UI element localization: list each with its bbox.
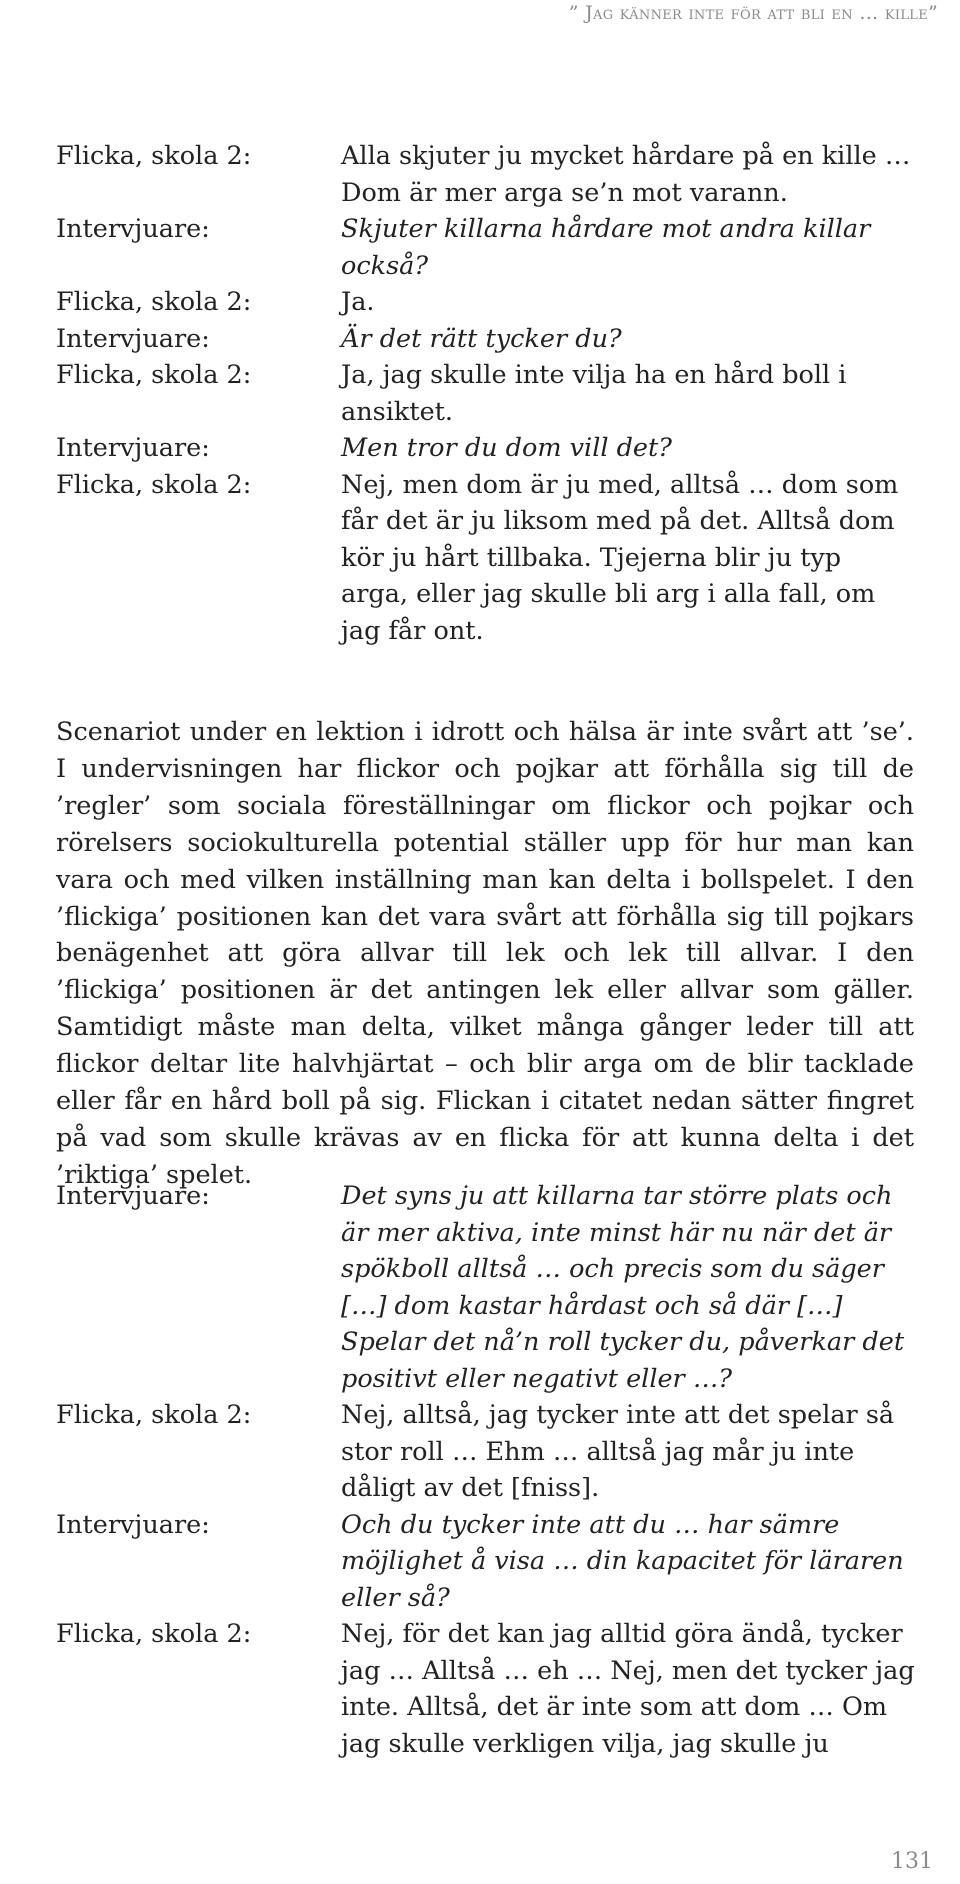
speaker-label: Intervjuare: <box>56 214 210 244</box>
dialogue-turn <box>56 1397 916 1507</box>
body-paragraph: Scenariot under en lektion i idrott och hälsa är inte svårt att ’se’. I undervisningen har flickor och pojkar att förhålla sig till de ’regler’ som sociala föreställningar om flickor och pojkar och rörelsers sociokulturella potential ställer upp för hur man kan vara och med vilken inställning man kan delta i bollspelet. I den ’flickiga’ positionen kan det vara svårt att förhålla sig till pojkars benägenhet att göra allvar till lek och lek till allvar. I den ’flickiga’ positionen är det antingen lek eller allvar som gäller. Samtidigt måste man delta, vilket många gånger leder till att flickor deltar lite halvhjärtat – och blir arga om de blir tacklade eller får en hård boll på sig. Flickan i citatet nedan sätter fingret på vad som skulle krävas av en flicka för att kunna delta i det ’riktiga’ spelet. <box>56 717 914 1190</box>
utterance: Nej, alltså, jag tycker inte att det spelar så stor roll … Ehm … alltså jag mår ju inte dåligt av det [fniss]. <box>341 1400 895 1503</box>
dialogue-turn <box>56 467 916 650</box>
utterance: Men tror du dom vill det? <box>341 433 672 463</box>
speaker-label: Flicka, skola 2: <box>56 469 252 500</box>
utterance: Nej, men dom är ju med, alltså … dom som får det är ju liksom med på det. Alltså dom kör ju hårt tillbaka. Tjejerna blir ju typ arga, eller jag skulle bli arg i alla fall, om jag får ont. <box>341 469 899 646</box>
utterance: Och du tycker inte att du … har sämre möjlighet å visa … din kapacitet för läraren eller så? <box>341 1509 904 1613</box>
dialogue-turn <box>56 357 916 430</box>
running-head: ” Jag känner inte för att bli en … kille” <box>568 2 938 24</box>
dialogue-turn <box>56 321 916 358</box>
utterance: Alla skjuter ju mycket hårdare på en kille … Dom är mer arga se’n mot varann. <box>341 141 911 208</box>
dialogue-turn <box>56 284 916 321</box>
page-number: 131 <box>891 1849 933 1874</box>
speaker-label: Flicka, skola 2: <box>56 141 252 171</box>
utterance: Är det rätt tycker du? <box>341 323 622 354</box>
dialogue-turn <box>56 1616 916 1762</box>
interview-excerpt-1 <box>56 138 916 649</box>
dialogue-turn <box>56 1507 916 1617</box>
utterance: Skjuter killarna hårdare mot andra killar också? <box>341 214 871 281</box>
speaker-label: Intervjuare: <box>56 1181 210 1211</box>
dialogue-turn <box>56 430 916 467</box>
speaker-label: Flicka, skola 2: <box>56 360 252 390</box>
speaker-label: Flicka, skola 2: <box>56 287 252 317</box>
speaker-label: Flicka, skola 2: <box>56 1619 252 1649</box>
dialogue-turn <box>56 211 916 284</box>
dialogue-turn <box>56 138 916 211</box>
utterance: Det syns ju att killarna tar större plats och är mer aktiva, inte minst här nu när det är spökboll alltså … och precis som du säger […] dom kastar hårdast och så där […] Spelar det nå’n roll tycker du, påverkar det positivt eller negativt eller …? <box>341 1181 905 1394</box>
speaker-label: Intervjuare: <box>56 1509 210 1540</box>
dialogue-turn <box>56 1178 916 1397</box>
utterance: Ja, jag skulle inte vilja ha en hård boll i ansiktet. <box>341 360 847 427</box>
speaker-label: Intervjuare: <box>56 323 210 354</box>
interview-excerpt-2 <box>56 1178 916 1762</box>
speaker-label: Flicka, skola 2: <box>56 1400 252 1430</box>
speaker-label: Intervjuare: <box>56 433 210 463</box>
utterance: Ja. <box>341 287 375 317</box>
utterance: Nej, för det kan jag alltid göra ändå, tycker jag … Alltså … eh … Nej, men det tycker jag inte. Alltså, det är inte som att dom … Om jag skulle verkligen vilja, jag skulle ju <box>341 1619 915 1759</box>
